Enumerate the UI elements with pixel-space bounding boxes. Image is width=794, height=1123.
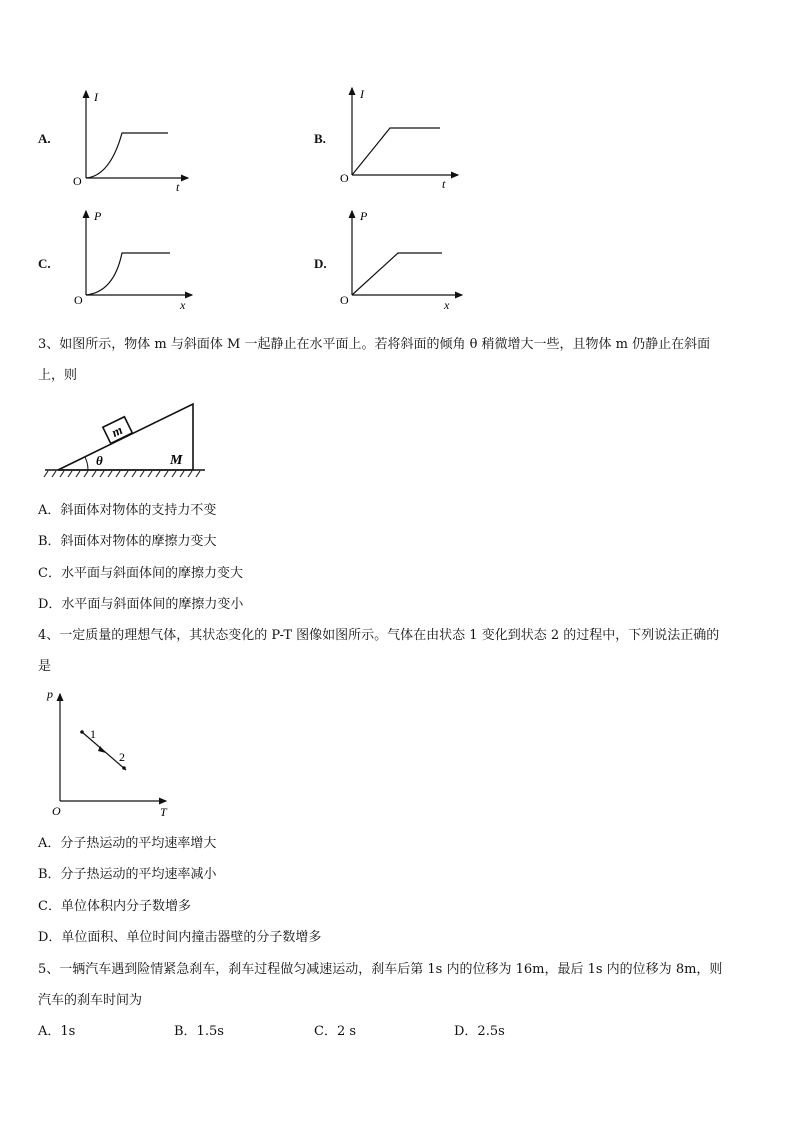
q3-stem-line2: 上，则 bbox=[38, 368, 78, 383]
q3-option-b: B．斜面体对物体的摩擦力变大 bbox=[38, 534, 217, 549]
option-a-label: A. bbox=[38, 131, 51, 146]
q4-option-b: B．分子热运动的平均速率减小 bbox=[38, 867, 217, 882]
curve bbox=[86, 253, 170, 295]
x-axis-label: x bbox=[180, 298, 186, 312]
q4-option-d: D．单位面积、单位时间内撞击器壁的分子数增多 bbox=[38, 930, 322, 945]
origin-label: O bbox=[340, 171, 349, 185]
graph-b bbox=[336, 85, 461, 190]
option-d-label: D. bbox=[314, 256, 327, 271]
q3-option-c: C．水平面与斜面体间的摩擦力变大 bbox=[38, 566, 243, 581]
q4-option-a: A．分子热运动的平均速率增大 bbox=[38, 836, 217, 851]
q5-option-a: A．1s bbox=[38, 1024, 76, 1039]
block-label: m bbox=[109, 422, 125, 440]
y-axis-label: I bbox=[94, 90, 98, 104]
angle-label: θ bbox=[96, 453, 103, 468]
x-axis-label: T bbox=[160, 805, 167, 819]
q3-option-d: D．水平面与斜面体间的摩擦力变小 bbox=[38, 597, 244, 612]
state-2-point bbox=[122, 766, 126, 770]
graph-d bbox=[336, 208, 466, 313]
q4-stem-line1: 4、一定质量的理想气体，其状态变化的 P-T 图像如图所示。气体在由状态 1 变化到状态 2 的过程中，下列说法正确的 bbox=[38, 628, 720, 643]
q5-stem-line2: 汽车的刹车时间为 bbox=[38, 993, 143, 1008]
wedge-label: M bbox=[170, 453, 183, 468]
curve bbox=[352, 128, 440, 175]
origin-label: O bbox=[52, 804, 61, 818]
option-b-label: B. bbox=[314, 131, 326, 146]
y-axis-label: I bbox=[360, 87, 364, 101]
q3-stem-line1: 3、如图所示，物体 m 与斜面体 M 一起静止在水平面上。若将斜面的倾角 θ 稍微增大一些，且物体 m 仍静止在斜面 bbox=[38, 337, 711, 352]
origin-label: O bbox=[340, 293, 349, 307]
q4-stem-line2: 是 bbox=[38, 659, 52, 674]
q3-incline-figure bbox=[40, 398, 210, 483]
q5-stem-line1: 5、一辆汽车遇到险情紧急刹车，刹车过程做匀减速运动，刹车后第 1s 内的位移为 16m，最后 1s 内的位移为 8m，则 bbox=[38, 962, 723, 977]
q5-option-c: C．2 s bbox=[314, 1024, 357, 1039]
y-axis-label: P bbox=[94, 209, 102, 223]
x-axis-label: t bbox=[176, 180, 180, 194]
state-2-label: 2 bbox=[119, 750, 125, 764]
state-1-label: 1 bbox=[90, 727, 96, 741]
y-axis-label: P bbox=[360, 209, 368, 223]
x-axis-label: x bbox=[444, 298, 450, 312]
curve bbox=[86, 133, 168, 178]
state-1-point bbox=[80, 730, 84, 734]
graph-c bbox=[70, 208, 195, 313]
q4-option-c: C．单位体积内分子数增多 bbox=[38, 899, 191, 914]
q5-option-d: D．2.5s bbox=[454, 1024, 505, 1039]
q5-option-b: B．1.5s bbox=[174, 1024, 224, 1039]
origin-label: O bbox=[73, 174, 82, 188]
q3-option-a: A．斜面体对物体的支持力不变 bbox=[38, 503, 217, 518]
graph-a bbox=[70, 88, 190, 193]
x-axis-label: t bbox=[442, 177, 446, 191]
option-c-label: C. bbox=[38, 256, 51, 271]
y-axis-label: p bbox=[47, 687, 53, 701]
q4-pt-graph bbox=[44, 684, 174, 819]
curve bbox=[352, 253, 442, 295]
origin-label: O bbox=[74, 293, 83, 307]
